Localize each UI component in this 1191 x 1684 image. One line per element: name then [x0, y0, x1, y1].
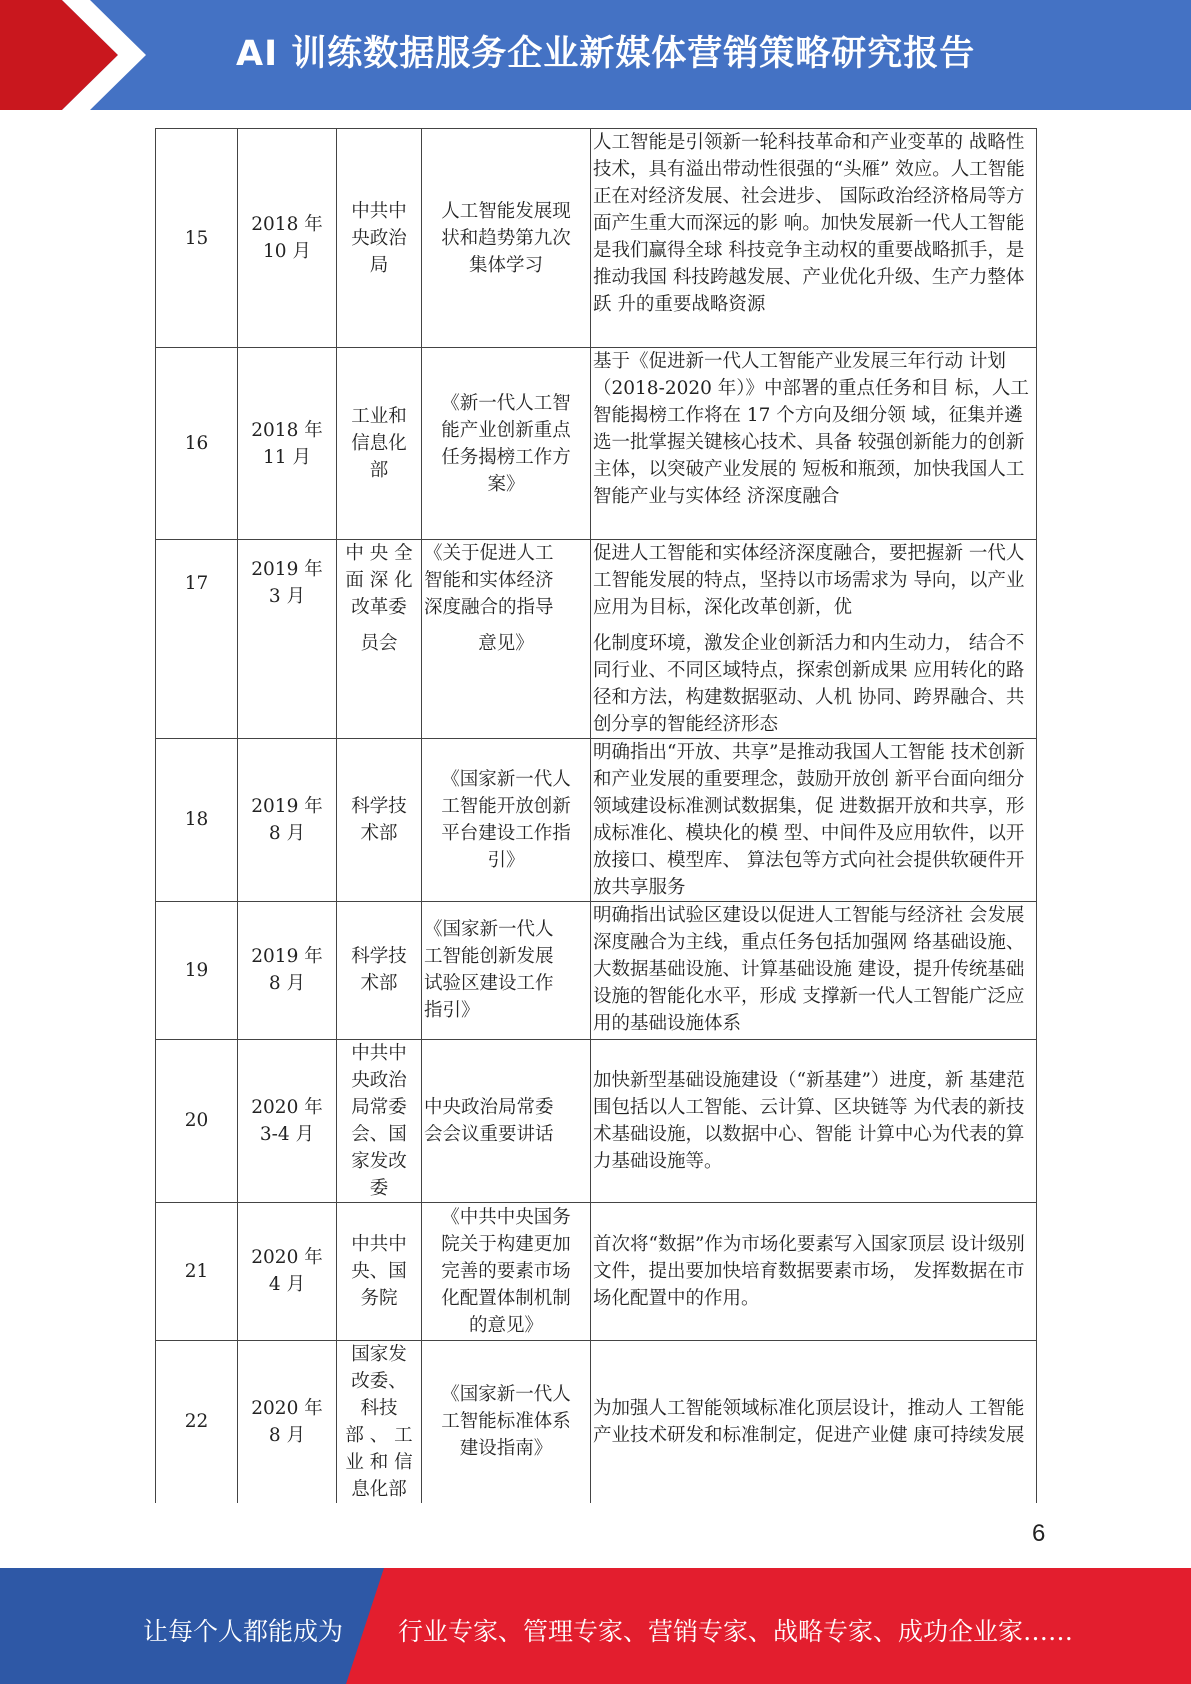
table-row [156, 1202, 1037, 1340]
row-description: 首次将“数据”作为市场化要素写入国家顶层 设计级别文件，提出要加快培育数据要素市场， 发挥数据在市场化配置中的作用。 [591, 1202, 1037, 1340]
table-row [156, 1340, 1037, 1503]
row-number: 17 [156, 540, 238, 627]
table-row [156, 1039, 1037, 1202]
footer-slogan-right: 行业专家、管理专家、营销专家、战略专家、成功企业家…… [398, 1617, 1074, 1646]
row-description: 明确指出试验区建设以促进人工智能与经济社 会发展深度融合为主线，重点任务包括加强网 络基础设施、大数据基础设施、计算基础设施 建设，提升传统基础设施的智能化水平，形成 支撑新一代人工智能广泛应用的基础设施体系 [591, 901, 1037, 1039]
row-number [156, 627, 238, 739]
row-description: 化制度环境，激发企业创新活力和内生动力， 结合不同行业、不同区域特点，探索创新成果 应用转化的路径和方法，构建数据驱动、人机 协同、跨界融合、共创分享的智能经济形态 [591, 627, 1037, 739]
header-arrow-graphic [0, 0, 200, 110]
row-date: 2020 年 3-4 月 [238, 1039, 337, 1202]
row-department: 科学技 术部 [337, 738, 422, 901]
row-document: 人工智能发展现 状和趋势第九次 集体学习 [422, 129, 591, 348]
row-number: 21 [156, 1202, 238, 1340]
row-department: 中共中 央政治 局 [337, 129, 422, 348]
table-row [156, 627, 1037, 739]
row-document: 《国家新一代人 工智能创新发展 试验区建设工作 指引》 [422, 901, 591, 1039]
row-department: 员会 [337, 627, 422, 739]
page-footer [0, 1568, 1191, 1684]
row-document: 《国家新一代人 工智能标准体系 建设指南》 [422, 1340, 591, 1503]
row-document: 《关于促进人工 智能和实体经济 深度融合的指导 [422, 540, 591, 627]
row-number: 18 [156, 738, 238, 901]
footer-slogan-left: 让每个人都能成为 [143, 1617, 344, 1646]
row-number: 15 [156, 129, 238, 348]
row-description: 加快新型基础设施建设（“新基建”）进度，新 基建范围包括以人工智能、云计算、区块链等 为代表的新技术基础设施，以数据中心、智能 计算中心为代表的算力基础设施等。 [591, 1039, 1037, 1202]
row-document: 《中共中央国务 院关于构建更加 完善的要素市场 化配置体制机制 的意见》 [422, 1202, 591, 1340]
row-date: 2018 年 11 月 [238, 348, 337, 540]
page-header [0, 0, 1191, 110]
row-number: 19 [156, 901, 238, 1039]
row-description: 人工智能是引领新一轮科技革命和产业变革的 战略性技术，具有溢出带动性很强的“头雁” 效应。人工智能正在对经济发展、社会进步、 国际政治经济格局等方面产生重大而深远的影 响。加快发展新一代人工智能是我们赢得全球 科技竞争主动权的重要战略抓手，是推动我国 科技跨越发展、产业优化升级、生产力整体跃 升的重要战略资源 [591, 129, 1037, 348]
table-row [156, 129, 1037, 348]
row-document: 意见》 [422, 627, 591, 739]
row-description: 明确指出“开放、共享”是推动我国人工智能 技术创新和产业发展的重要理念，鼓励开放创 新平台面向细分领域建设标准测试数据集，促 进数据开放和共享，形成标准化、模块化的模 型、中间件及应用软件，以开放接口、模型库、 算法包等方式向社会提供软硬件开放共享服务 [591, 738, 1037, 901]
row-document: 《新一代人工智 能产业创新重点 任务揭榜工作方 案》 [422, 348, 591, 540]
row-date: 2019 年 8 月 [238, 901, 337, 1039]
row-date [238, 627, 337, 739]
row-date: 2018 年 10 月 [238, 129, 337, 348]
row-number: 16 [156, 348, 238, 540]
row-date: 2019 年 8 月 [238, 738, 337, 901]
table-row [156, 738, 1037, 901]
row-department: 中共中 央政治 局常委 会、国 家发改 委 [337, 1039, 422, 1202]
row-description: 基于《促进新一代人工智能产业发展三年行动 计划（2018-2020 年）》中部署的重点任务和目 标，人工智能揭榜工作将在 17 个方向及细分领 域，征集并遴选一批掌握关键核心技术、具备 较强创新能力的创新主体，以突破产业发展的 短板和瓶颈，加快我国人工智能产业与实体经 济深度融合 [591, 348, 1037, 540]
table-row [156, 901, 1037, 1039]
row-date: 2020 年 8 月 [238, 1340, 337, 1503]
row-number: 22 [156, 1340, 238, 1503]
row-department: 科学技 术部 [337, 901, 422, 1039]
table-row [156, 540, 1037, 627]
row-date: 2020 年 4 月 [238, 1202, 337, 1340]
row-department: 工业和 信息化 部 [337, 348, 422, 540]
row-number: 20 [156, 1039, 238, 1202]
row-date: 2019 年 3 月 [238, 540, 337, 627]
policy-table [155, 128, 1037, 1503]
row-department: 中 央 全 面 深 化 改革委 [337, 540, 422, 627]
table-row [156, 348, 1037, 540]
row-description: 促进人工智能和实体经济深度融合，要把握新 一代人工智能发展的特点，坚持以市场需求为 导向，以产业应用为目标，深化改革创新，优 [591, 540, 1037, 627]
row-description: 为加强人工智能领域标准化顶层设计，推动人 工智能产业技术研发和标准制定，促进产业健 康可持续发展 [591, 1340, 1037, 1503]
row-department: 中共中 央、国 务院 [337, 1202, 422, 1340]
row-department: 国家发 改委、 科技 部 、 工 业 和 信 息化部 [337, 1340, 422, 1503]
report-title: AI 训练数据服务企业新媒体营销策略研究报告 [236, 34, 976, 74]
page-number: 6 [1032, 1520, 1046, 1547]
row-document: 中央政治局常委 会会议重要讲话 [422, 1039, 591, 1202]
row-document: 《国家新一代人 工智能开放创新 平台建设工作指 引》 [422, 738, 591, 901]
